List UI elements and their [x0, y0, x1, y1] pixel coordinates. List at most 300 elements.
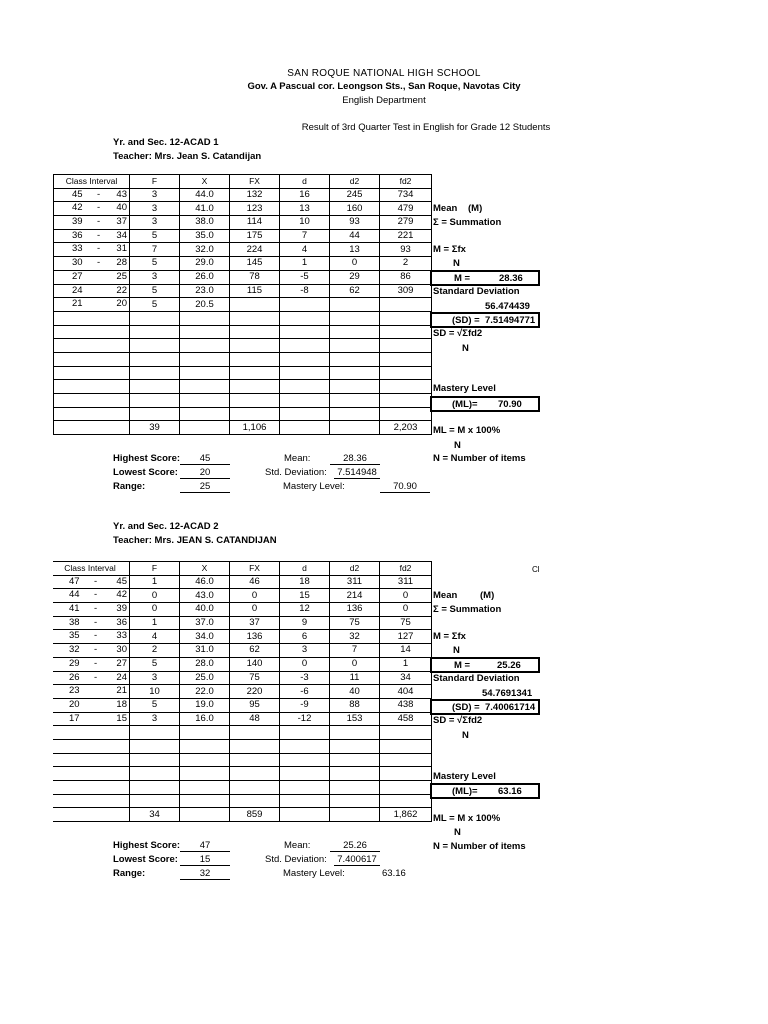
table-cell: 46.0: [180, 575, 230, 589]
mean-formula-2: M = Σfx: [433, 631, 466, 642]
interval-high: 36: [116, 616, 127, 628]
table-cell: 132: [230, 188, 280, 202]
table-row: [54, 229, 432, 243]
total-cell: [330, 808, 380, 822]
interval-low: 47: [69, 575, 80, 587]
interval-low: 23: [69, 685, 80, 697]
section2-teacher: Teacher: Mrs. JEAN S. CATANDIJAN: [113, 535, 277, 546]
empty-cell: [230, 380, 280, 394]
table-cell: 115: [230, 284, 280, 298]
column-header: fd2: [380, 562, 432, 576]
mean-box-label: M =: [454, 273, 471, 284]
table-cell: 438: [380, 698, 432, 712]
sd-box: [430, 312, 540, 328]
table-cell: 7: [330, 644, 380, 658]
column-header: d2: [330, 562, 380, 576]
sd-formula-2: SD = √Σfd2: [433, 715, 483, 726]
interval-low: 27: [72, 270, 83, 282]
empty-cell: [54, 394, 130, 408]
table-cell: -8: [280, 284, 330, 298]
table-row: [54, 216, 432, 230]
sd-box-value: 7.51494771: [485, 315, 536, 326]
class-interval-cell: [53, 712, 130, 726]
table-cell: 127: [380, 630, 432, 644]
table-row: [53, 671, 432, 685]
ml-formula-2: ML = M x 100%: [433, 813, 501, 824]
table-row: [54, 284, 432, 298]
table-cell: 37.0: [180, 616, 230, 630]
interval-dash: -: [97, 216, 101, 228]
table-cell: 3: [130, 712, 180, 726]
empty-cell: [280, 366, 330, 380]
school-name: SAN ROQUE NATIONAL HIGH SCHOOL: [287, 68, 481, 79]
empty-cell: [180, 407, 230, 421]
interval-dash: -: [97, 243, 101, 255]
empty-cell: [230, 407, 280, 421]
interval-high: 25: [116, 270, 127, 282]
empty-cell: [130, 339, 180, 353]
empty-cell: [230, 325, 280, 339]
lowest-value-2: 15: [180, 854, 230, 866]
interval-dash: -: [94, 575, 98, 587]
interval-high: 40: [116, 202, 127, 214]
ml-sum-label: Mastery Level:: [283, 481, 345, 492]
interval-high: 20: [116, 298, 127, 310]
mean-symbol: (M): [468, 203, 483, 214]
empty-cell: [230, 726, 280, 740]
interval-high: 22: [116, 284, 127, 296]
interval-high: 27: [116, 657, 127, 669]
mean-symbol-2: (M): [480, 590, 495, 601]
empty-cell: [130, 366, 180, 380]
table-header-row: [54, 175, 432, 189]
empty-cell: [380, 339, 432, 353]
section2-yr-sec: Yr. and Sec. 12-ACAD 2: [113, 521, 219, 532]
table-cell: 37: [230, 616, 280, 630]
blank-row: [53, 767, 432, 781]
table-cell: 3: [130, 202, 180, 216]
empty-cell: [380, 311, 432, 325]
table-cell: 220: [230, 685, 280, 699]
interval-low: 45: [72, 188, 83, 200]
empty-cell: [330, 726, 380, 740]
empty-cell: [180, 311, 230, 325]
empty-cell: [230, 781, 280, 795]
mean-sum-label-2: Mean:: [284, 840, 311, 851]
column-header: Class Interval: [53, 562, 130, 576]
table-cell: 123: [230, 202, 280, 216]
sd-sum-label: Std. Deviation:: [265, 467, 327, 478]
sd-sum-value-2: 7.400617: [334, 854, 380, 866]
sd-formula-n-2: N: [462, 730, 469, 741]
table-cell: 75: [330, 616, 380, 630]
table-cell: 0: [130, 589, 180, 603]
empty-cell: [54, 325, 130, 339]
sd-box-label-2: (SD) =: [452, 702, 480, 713]
report-title: Result of 3rd Quarter Test in English for Grade 12 Students: [301, 122, 551, 133]
table-cell: 23.0: [180, 284, 230, 298]
column-header: FX: [230, 562, 280, 576]
interval-dash: -: [94, 657, 98, 669]
table-cell: 0: [330, 257, 380, 271]
table-cell: [280, 298, 330, 312]
empty-cell: [380, 739, 432, 753]
class-interval-cell: [54, 188, 130, 202]
table-cell: [230, 298, 280, 312]
interval-high: 21: [116, 685, 127, 697]
interval-low: 30: [72, 257, 83, 269]
class-interval-cell: [54, 284, 130, 298]
table-cell: 11: [330, 671, 380, 685]
table-cell: 16: [280, 188, 330, 202]
range-label-2: Range:: [113, 868, 146, 879]
empty-cell: [180, 767, 230, 781]
interval-low: 17: [69, 712, 80, 724]
table-cell: 145: [230, 257, 280, 271]
table-cell: -6: [280, 685, 330, 699]
ml-box-2: [430, 783, 540, 799]
blank-row: [54, 407, 432, 421]
empty-cell: [180, 352, 230, 366]
empty-cell: [54, 380, 130, 394]
blank-row: [53, 794, 432, 808]
table-cell: 3: [130, 671, 180, 685]
table-cell: 40: [330, 685, 380, 699]
empty-cell: [330, 380, 380, 394]
empty-cell: [53, 739, 130, 753]
table-cell: 3: [280, 644, 330, 658]
table-cell: 12: [280, 603, 330, 617]
table-cell: 1: [380, 657, 432, 671]
table-cell: 6: [280, 630, 330, 644]
table-cell: 221: [380, 229, 432, 243]
column-header: F: [130, 562, 180, 576]
empty-cell: [180, 781, 230, 795]
table-cell: 279: [380, 216, 432, 230]
empty-cell: [230, 339, 280, 353]
column-header: Class Interval: [54, 175, 130, 189]
table-cell: 153: [330, 712, 380, 726]
total-cell: 39: [130, 421, 180, 435]
total-cell: [180, 421, 230, 435]
ml-sum-value-2: 63.16: [382, 868, 406, 879]
table-cell: 309: [380, 284, 432, 298]
class-interval-cell: [54, 229, 130, 243]
class-interval-cell: [53, 616, 130, 630]
section2-table-clip: [53, 561, 433, 831]
empty-cell: [280, 726, 330, 740]
empty-cell: [230, 352, 280, 366]
table-row: [53, 712, 432, 726]
interval-high: 18: [116, 698, 127, 710]
table-cell: 404: [380, 685, 432, 699]
empty-cell: [130, 352, 180, 366]
table-cell: 35.0: [180, 229, 230, 243]
table-cell: 28.0: [180, 657, 230, 671]
table-cell: 10: [280, 216, 330, 230]
interval-dash: -: [97, 202, 101, 214]
interval-dash: -: [97, 188, 101, 200]
empty-cell: [130, 767, 180, 781]
class-interval-cell: [54, 270, 130, 284]
interval-high: 37: [116, 216, 127, 228]
sd-sum-label-2: Std. Deviation:: [265, 854, 327, 865]
table-cell: -9: [280, 698, 330, 712]
table-cell: 34.0: [180, 630, 230, 644]
sd-label-2: Standard Deviation: [433, 673, 520, 684]
interval-high: 34: [116, 229, 127, 241]
empty-cell: [380, 407, 432, 421]
table-cell: 5: [130, 298, 180, 312]
table-cell: 93: [380, 243, 432, 257]
mean-label: Mean: [433, 203, 458, 214]
lowest-value: 20: [180, 467, 230, 479]
table-cell: 1: [280, 257, 330, 271]
table-cell: 245: [330, 188, 380, 202]
mean-formula-n-2: N: [453, 645, 460, 656]
mean-formula-n: N: [453, 258, 460, 269]
interval-high: 31: [116, 243, 127, 255]
empty-cell: [54, 311, 130, 325]
interval-high: 30: [116, 644, 127, 656]
interval-low: 20: [69, 698, 80, 710]
total-cell: [54, 421, 130, 435]
table-cell: 1: [130, 616, 180, 630]
empty-cell: [330, 794, 380, 808]
table-cell: 34: [380, 671, 432, 685]
column-header: fd2: [380, 175, 432, 189]
section1-teacher: Teacher: Mrs. Jean S. Catandijan: [113, 151, 262, 162]
table-cell: -3: [280, 671, 330, 685]
table-cell: 19.0: [180, 698, 230, 712]
highest-value: 45: [180, 453, 230, 465]
table-cell: 0: [330, 657, 380, 671]
class-interval-cell: [53, 575, 130, 589]
empty-cell: [280, 380, 330, 394]
ml-box-label-2: (ML)=: [452, 786, 478, 797]
table-cell: 214: [330, 589, 380, 603]
class-interval-cell: [54, 298, 130, 312]
table-cell: 5: [130, 284, 180, 298]
ml-box-value-2: 63.16: [498, 786, 522, 797]
table-cell: 15: [280, 589, 330, 603]
table-cell: 26.0: [180, 270, 230, 284]
empty-cell: [280, 311, 330, 325]
total-cell: [280, 421, 330, 435]
mean-box-label-2: M =: [454, 660, 471, 671]
interval-high: 43: [116, 188, 127, 200]
table-cell: 0: [230, 603, 280, 617]
empty-cell: [180, 394, 230, 408]
table-row: [53, 589, 432, 603]
interval-low: 44: [69, 589, 80, 601]
empty-cell: [180, 339, 230, 353]
empty-cell: [380, 352, 432, 366]
empty-cell: [380, 767, 432, 781]
table-cell: 4: [280, 243, 330, 257]
table-cell: 311: [330, 575, 380, 589]
table-row: [54, 188, 432, 202]
total-cell: [280, 808, 330, 822]
empty-cell: [380, 380, 432, 394]
empty-cell: [230, 394, 280, 408]
department: English Department: [342, 95, 426, 106]
lowest-label-2: Lowest Score:: [113, 854, 178, 865]
table-cell: 5: [130, 698, 180, 712]
sd-formula: SD = √Σfd2: [433, 328, 483, 339]
empty-cell: [380, 366, 432, 380]
blank-row: [53, 753, 432, 767]
table-row: [54, 257, 432, 271]
class-interval-cell: [53, 603, 130, 617]
empty-cell: [130, 325, 180, 339]
highest-value-2: 47: [180, 840, 230, 852]
interval-dash: -: [94, 671, 98, 683]
ml-formula-n-2: N: [454, 827, 461, 838]
column-header: FX: [230, 175, 280, 189]
mean-box-value: 28.36: [499, 273, 523, 284]
empty-cell: [180, 726, 230, 740]
table-cell: 29.0: [180, 257, 230, 271]
class-interval-cell: [54, 257, 130, 271]
interval-dash: -: [94, 616, 98, 628]
table-cell: 48: [230, 712, 280, 726]
table-cell: 175: [230, 229, 280, 243]
table-cell: 311: [380, 575, 432, 589]
empty-cell: [180, 325, 230, 339]
empty-cell: [280, 794, 330, 808]
ml-box-value: 70.90: [498, 399, 522, 410]
interval-low: 33: [72, 243, 83, 255]
interval-dash: -: [94, 589, 98, 601]
class-interval-cell: [53, 671, 130, 685]
mean-sum-value-2: 25.26: [330, 840, 380, 852]
table-row: [53, 616, 432, 630]
table-cell: 78: [230, 270, 280, 284]
blank-row: [54, 394, 432, 408]
table-row: [53, 603, 432, 617]
empty-cell: [280, 781, 330, 795]
empty-cell: [280, 394, 330, 408]
empty-cell: [180, 366, 230, 380]
interval-high: 24: [116, 671, 127, 683]
table-cell: -5: [280, 270, 330, 284]
interval-dash: -: [97, 229, 101, 241]
sd-box-label: (SD) =: [452, 315, 480, 326]
range-value-2: 32: [180, 868, 230, 880]
empty-cell: [180, 739, 230, 753]
class-interval-cell: [53, 644, 130, 658]
empty-cell: [280, 339, 330, 353]
table-cell: 3: [130, 270, 180, 284]
empty-cell: [54, 339, 130, 353]
table-cell: 62: [330, 284, 380, 298]
table-cell: 44.0: [180, 188, 230, 202]
class-interval-cell: [54, 243, 130, 257]
interval-dash: -: [94, 630, 98, 642]
ml-box: [430, 396, 540, 412]
table-cell: 5: [130, 657, 180, 671]
section1-table: [53, 174, 432, 435]
empty-cell: [330, 325, 380, 339]
empty-cell: [330, 366, 380, 380]
interval-low: 36: [72, 229, 83, 241]
table-cell: 18: [280, 575, 330, 589]
empty-cell: [130, 407, 180, 421]
column-header: d2: [330, 175, 380, 189]
blank-row: [54, 325, 432, 339]
table-row: [53, 575, 432, 589]
n-definition: N = Number of items: [433, 453, 526, 464]
empty-cell: [53, 726, 130, 740]
empty-cell: [180, 794, 230, 808]
table-cell: 114: [230, 216, 280, 230]
cut-off-label: Cl: [532, 565, 540, 574]
table-cell: 160: [330, 202, 380, 216]
empty-cell: [280, 739, 330, 753]
table-cell: 7: [130, 243, 180, 257]
blank-row: [54, 352, 432, 366]
totals-row: [53, 808, 432, 822]
table-cell: 224: [230, 243, 280, 257]
total-cell: 1,862: [380, 808, 432, 822]
mean-sum-label: Mean:: [284, 453, 311, 464]
empty-cell: [280, 325, 330, 339]
ml-sum-value: 70.90: [380, 481, 430, 493]
table-cell: 43.0: [180, 589, 230, 603]
total-cell: [53, 808, 130, 822]
interval-high: 33: [116, 630, 127, 642]
table-row: [54, 202, 432, 216]
table-cell: [380, 298, 432, 312]
empty-cell: [130, 794, 180, 808]
empty-cell: [230, 311, 280, 325]
table-cell: 0: [380, 589, 432, 603]
empty-cell: [230, 366, 280, 380]
table-row: [53, 630, 432, 644]
empty-cell: [330, 339, 380, 353]
empty-cell: [53, 767, 130, 781]
empty-cell: [230, 739, 280, 753]
empty-cell: [330, 311, 380, 325]
class-interval-cell: [53, 685, 130, 699]
empty-cell: [380, 794, 432, 808]
interval-dash: -: [97, 257, 101, 269]
empty-cell: [330, 394, 380, 408]
table-cell: 93: [330, 216, 380, 230]
highest-label: Highest Score:: [113, 453, 181, 464]
table-cell: 29: [330, 270, 380, 284]
empty-cell: [380, 726, 432, 740]
table-cell: -12: [280, 712, 330, 726]
empty-cell: [380, 394, 432, 408]
ml-formula-n: N: [454, 440, 461, 451]
class-interval-cell: [54, 202, 130, 216]
table-cell: 10: [130, 685, 180, 699]
empty-cell: [54, 366, 130, 380]
interval-high: 39: [116, 603, 127, 615]
empty-cell: [380, 753, 432, 767]
table-cell: 136: [330, 603, 380, 617]
empty-cell: [130, 739, 180, 753]
empty-cell: [130, 380, 180, 394]
blank-row: [54, 311, 432, 325]
table-cell: 95: [230, 698, 280, 712]
total-cell: 859: [230, 808, 280, 822]
mastery-label: Mastery Level: [433, 383, 496, 394]
empty-cell: [330, 407, 380, 421]
table-row: [54, 243, 432, 257]
